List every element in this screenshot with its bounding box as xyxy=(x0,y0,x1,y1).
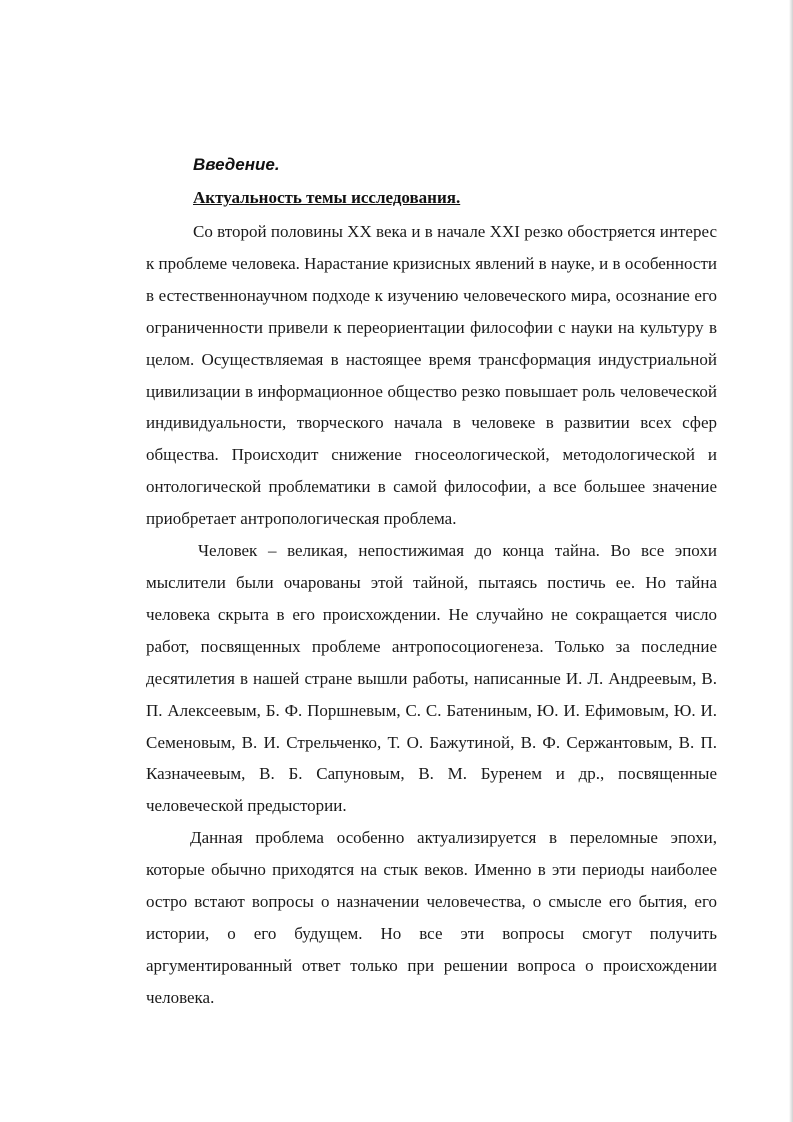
body-text xyxy=(146,216,717,1014)
paragraph-2: Человек – великая, непостижимая до конца тайна. Во все эпохи мыслители были очарованы этой тайной, пытаясь постичь ее. Но тайна человека скрыта в его происхождении. Не случайно не сокращается число работ, посвященных проблеме антропосоциогенеза. Только за последние десятилетия в нашей стране вышли работы, написанные И. Л. Андреевым, В. П. Алексеевым, Б. Ф. Поршневым, С. С. Батениным, Ю. И. Ефимовым, Ю. И. Семеновым, В. И. Стрельченко, Т. О. Бажутиной, В. Ф. Сержантовым, В. П. Казначеевым, В. Б. Сапуновым, В. М. Буренем и др., посвященные человеческой предыстории. xyxy=(146,541,717,816)
paragraph-1: Со второй половины XX века и в начале XXI резко обостряется интерес к проблеме человека. Нарастание кризисных явлений в науке, и в особенности в естественнонаучном подходе к изучению человеческого мира, осознание его ограниченности привели к переориентации философии с науки на культуру в целом. Осуществляемая в настоящее время трансформация индустриальной цивилизации в информационное общество резко повышает роль человеческой индивидуальности, творческого начала в человеке в развитии всех сфер общества. Происходит снижение гносеологической, методологической и онтологической проблематики в самой философии, а все большее значение приобретает антропологическая проблема. xyxy=(146,222,717,529)
paragraph-3: Данная проблема особенно актуализируется в переломные эпохи, которые обычно приходятся на стык веков. Именно в эти периоды наиболее остро встают вопросы о назначении человечества, о смысле его бытия, его истории, о его будущем. Но все эти вопросы смогут получить аргументированный ответ только при решении вопроса о происхождении человека. xyxy=(146,828,717,1007)
subsection-title-relevance: Актуальность темы исследования. xyxy=(193,188,461,207)
section-title-introduction: Введение. xyxy=(193,155,280,174)
scan-edge-shadow xyxy=(789,0,793,1122)
